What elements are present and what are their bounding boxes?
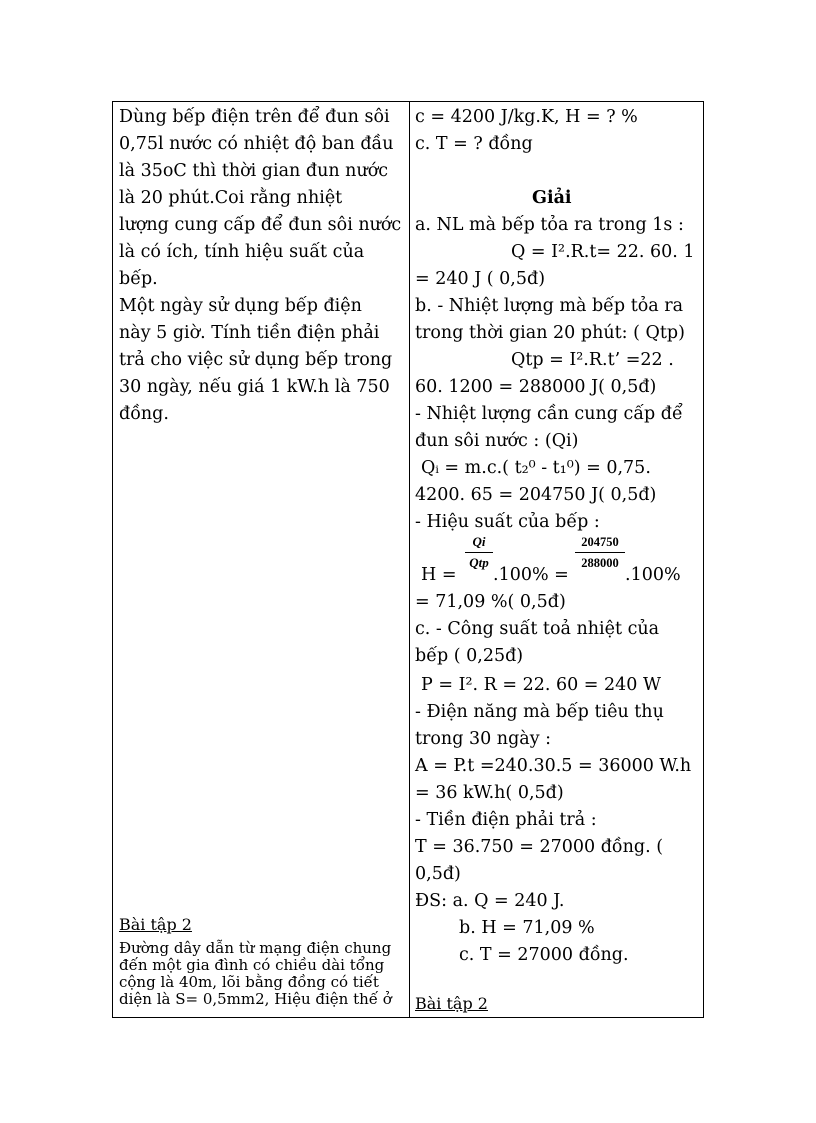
answer-line: b. H = 71,09 % xyxy=(459,918,595,938)
answer-line: ĐS: a. Q = 240 J. xyxy=(415,891,565,911)
solution-line: = 36 kW.h( 0,5đ) xyxy=(415,783,564,803)
solution-line: 4200. 65 = 204750 J( 0,5đ) xyxy=(415,485,657,505)
right-column xyxy=(415,102,701,1017)
solution-line: Qᵢ = m.c.( t₂⁰ - t₁⁰) = 0,75. xyxy=(421,458,651,478)
left-column xyxy=(119,102,405,1017)
solution-line: a. NL mà bếp tỏa ra trong 1s : xyxy=(415,215,684,235)
solution-line: Q = I².R.t= 22. 60. 1 xyxy=(511,242,695,262)
fraction-values xyxy=(575,534,625,571)
problem-text-line: lượng cung cấp để đun sôi nước xyxy=(119,215,402,235)
answer-line: c. T = 27000 đồng. xyxy=(459,945,629,965)
exercise-title: Bài tập 2 xyxy=(415,994,488,1013)
exercise-text-line: đến một gia đình có chiều dài tổng xyxy=(119,956,385,974)
problem-text-line: bếp. xyxy=(119,269,158,289)
exercise-text-line: cộng là 40m, lõi bằng đồng có tiết xyxy=(119,973,379,991)
efficiency-prefix: H = xyxy=(421,565,457,585)
solution-line: b. - Nhiệt lượng mà bếp tỏa ra xyxy=(415,296,684,316)
solution-line: trong 30 ngày : xyxy=(415,729,552,749)
solution-line: Qtp = I².R.t’ =22 . xyxy=(511,350,674,370)
problem-text-line: Một ngày sử dụng bếp điện xyxy=(119,296,362,316)
fraction-numerator: 204750 xyxy=(581,535,619,549)
fraction-bar xyxy=(465,552,493,553)
fraction-denominator: Qtp xyxy=(469,555,489,570)
solution-line: đun sôi nước : (Qi) xyxy=(415,431,579,451)
fraction-bar xyxy=(575,552,625,553)
exercise-text-line: Đường dây dẫn từ mạng điện chung xyxy=(119,939,392,957)
solution-line: - Hiệu suất của bếp : xyxy=(415,512,600,532)
content-table xyxy=(112,101,704,1018)
solution-line: - Tiền điện phải trả : xyxy=(415,810,597,830)
exercise-text-line: diện là S= 0,5mm2, Hiệu điện thế ở xyxy=(119,990,392,1008)
given-line: c. T = ? đồng xyxy=(415,134,533,154)
problem-text-line: Dùng bếp điện trên để đun sôi xyxy=(119,107,390,127)
solution-line: - Điện năng mà bếp tiêu thụ xyxy=(415,702,664,722)
fraction-numerator: Qi xyxy=(472,534,486,549)
solution-line: = 240 J ( 0,5đ) xyxy=(415,269,546,289)
solution-line: - Nhiệt lượng cần cung cấp để xyxy=(415,404,683,424)
problem-text-line: là 20 phút.Coi rằng nhiệt xyxy=(119,188,343,208)
efficiency-mid: .100% = xyxy=(493,565,569,585)
fraction-qi-qtp xyxy=(465,534,493,571)
solution-line: trong thời gian 20 phút: ( Qtp) xyxy=(415,323,685,343)
problem-text-line: này 5 giờ. Tính tiền điện phải xyxy=(119,323,380,343)
solution-line: A = P.t =240.30.5 = 36000 W.h xyxy=(415,756,692,776)
problem-text-line: trả cho việc sử dụng bếp trong xyxy=(119,350,393,370)
solution-line: 0,5đ) xyxy=(415,864,461,884)
solution-line: bếp ( 0,25đ) xyxy=(415,646,524,666)
solution-line: T = 36.750 = 27000 đồng. ( xyxy=(415,837,664,857)
problem-text-line: 30 ngày, nếu giá 1 kW.h là 750 xyxy=(119,377,390,397)
column-divider xyxy=(409,102,410,1017)
solution-line: 60. 1200 = 288000 J( 0,5đ) xyxy=(415,377,657,397)
exercise-title: Bài tập 2 xyxy=(119,915,192,934)
solution-line: P = I². R = 22. 60 = 240 W xyxy=(421,675,661,695)
problem-text-line: 0,75l nước có nhiệt độ ban đầu xyxy=(119,134,394,154)
solution-line: c. - Công suất toả nhiệt của xyxy=(415,619,660,639)
problem-text-line: là có ích, tính hiệu suất của xyxy=(119,242,365,262)
solution-line: = 71,09 %( 0,5đ) xyxy=(415,592,566,612)
problem-text-line: đồng. xyxy=(119,404,169,424)
efficiency-suffix: .100% xyxy=(625,565,681,585)
fraction-denominator: 288000 xyxy=(581,556,619,570)
solution-heading: Giải xyxy=(532,188,572,208)
problem-text-line: là 35oC thì thời gian đun nước xyxy=(119,161,389,181)
given-line: c = 4200 J/kg.K, H = ? % xyxy=(415,107,638,127)
